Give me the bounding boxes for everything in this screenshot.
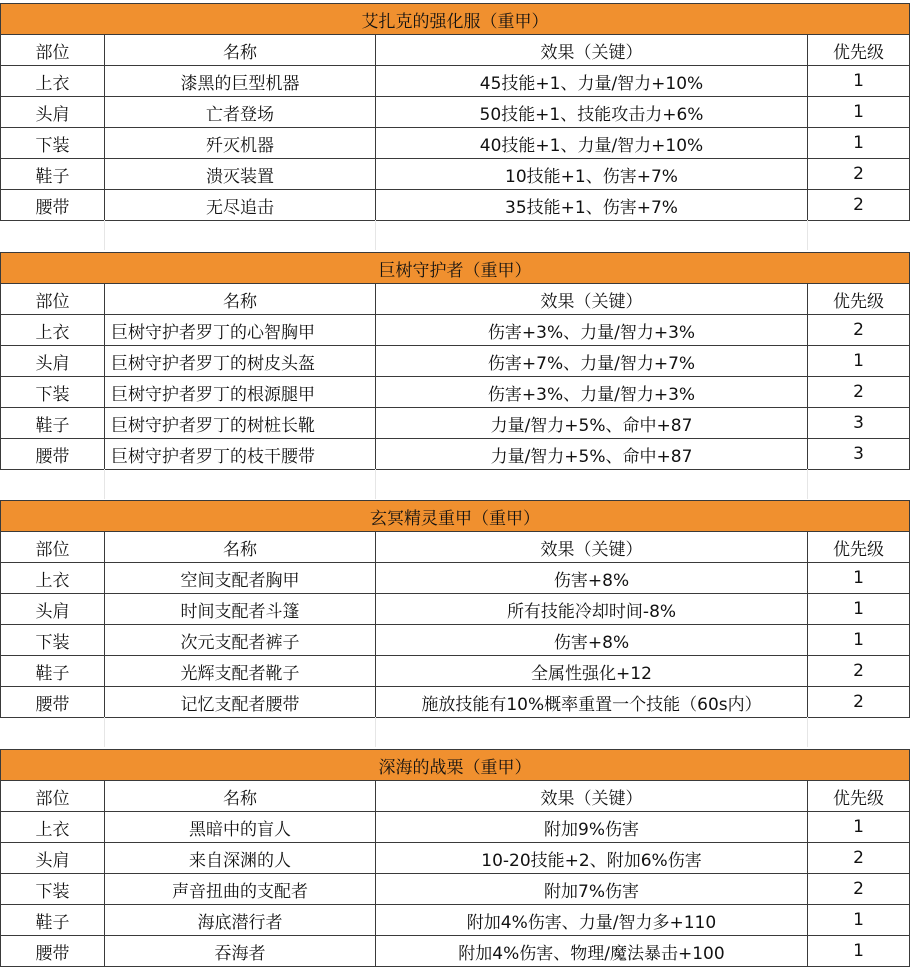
item-name-cell: 光辉支配者靴子 <box>105 656 376 687</box>
item-name-cell: 巨树守护者罗丁的树桩长靴 <box>105 408 376 439</box>
header-priority: 优先级 <box>808 532 910 563</box>
gridline <box>104 220 105 250</box>
priority-cell: 2 <box>808 377 910 408</box>
table-row <box>1 563 910 594</box>
priority-cell: 2 <box>808 874 910 905</box>
table-row <box>1 594 910 625</box>
gridline <box>807 717 808 747</box>
part-cell: 下装 <box>1 874 105 905</box>
effect-cell: 施放技能有10%概率重置一个技能（60s内） <box>376 687 808 718</box>
item-name-cell: 海底潜行者 <box>105 905 376 936</box>
part-cell: 腰带 <box>1 439 105 470</box>
table-row <box>1 625 910 656</box>
set-title: 玄冥精灵重甲（重甲） <box>1 501 910 532</box>
priority-cell: 1 <box>808 625 910 656</box>
set-block <box>0 252 910 470</box>
effect-cell: 伤害+7%、力量/智力+7% <box>376 346 808 377</box>
part-cell: 鞋子 <box>1 408 105 439</box>
item-name-cell: 次元支配者裤子 <box>105 625 376 656</box>
set-block <box>0 749 910 967</box>
priority-cell: 2 <box>808 190 910 221</box>
header-part: 部位 <box>1 781 105 812</box>
effect-cell: 伤害+8% <box>376 563 808 594</box>
table-row <box>1 874 910 905</box>
header-row <box>1 284 910 315</box>
priority-cell: 1 <box>808 66 910 97</box>
set-title-row <box>1 253 910 284</box>
set-title-row <box>1 501 910 532</box>
effect-cell: 35技能+1、伤害+7% <box>376 190 808 221</box>
set-block <box>0 500 910 718</box>
part-cell: 鞋子 <box>1 159 105 190</box>
part-cell: 腰带 <box>1 687 105 718</box>
item-name-cell: 溃灭装置 <box>105 159 376 190</box>
effect-cell: 全属性强化+12 <box>376 656 808 687</box>
part-cell: 鞋子 <box>1 656 105 687</box>
header-row <box>1 781 910 812</box>
priority-cell: 2 <box>808 843 910 874</box>
priority-cell: 1 <box>808 346 910 377</box>
table-row <box>1 190 910 221</box>
header-row <box>1 532 910 563</box>
effect-cell: 附加4%伤害、力量/智力多+110 <box>376 905 808 936</box>
effect-cell: 附加4%伤害、物理/魔法暴击+100 <box>376 936 808 967</box>
priority-cell: 2 <box>808 315 910 346</box>
table-row <box>1 439 910 470</box>
header-name: 名称 <box>105 781 376 812</box>
priority-cell: 1 <box>808 594 910 625</box>
item-name-cell: 时间支配者斗篷 <box>105 594 376 625</box>
effect-cell: 附加7%伤害 <box>376 874 808 905</box>
set-title: 深海的战栗（重甲） <box>1 750 910 781</box>
item-name-cell: 声音扭曲的支配者 <box>105 874 376 905</box>
effect-cell: 伤害+8% <box>376 625 808 656</box>
table-row <box>1 97 910 128</box>
header-part: 部位 <box>1 532 105 563</box>
priority-cell: 1 <box>808 563 910 594</box>
priority-cell: 1 <box>808 97 910 128</box>
part-cell: 头肩 <box>1 346 105 377</box>
set-block <box>0 3 910 221</box>
table-row <box>1 159 910 190</box>
table-row <box>1 656 910 687</box>
header-effect: 效果（关键） <box>376 532 808 563</box>
part-cell: 头肩 <box>1 843 105 874</box>
item-name-cell: 巨树守护者罗丁的枝干腰带 <box>105 439 376 470</box>
header-effect: 效果（关键） <box>376 35 808 66</box>
item-name-cell: 记忆支配者腰带 <box>105 687 376 718</box>
set-title-row <box>1 4 910 35</box>
item-name-cell: 巨树守护者罗丁的树皮头盔 <box>105 346 376 377</box>
part-cell: 下装 <box>1 377 105 408</box>
part-cell: 下装 <box>1 128 105 159</box>
part-cell: 鞋子 <box>1 905 105 936</box>
blank-row-gap <box>0 220 910 250</box>
effect-cell: 伤害+3%、力量/智力+3% <box>376 377 808 408</box>
part-cell: 上衣 <box>1 563 105 594</box>
part-cell: 上衣 <box>1 315 105 346</box>
priority-cell: 2 <box>808 687 910 718</box>
effect-cell: 10-20技能+2、附加6%伤害 <box>376 843 808 874</box>
priority-cell: 1 <box>808 936 910 967</box>
priority-cell: 3 <box>808 439 910 470</box>
part-cell: 下装 <box>1 625 105 656</box>
set-title: 艾扎克的强化服（重甲） <box>1 4 910 35</box>
effect-cell: 45技能+1、力量/智力+10% <box>376 66 808 97</box>
table-row <box>1 66 910 97</box>
header-priority: 优先级 <box>808 781 910 812</box>
effect-cell: 50技能+1、技能攻击力+6% <box>376 97 808 128</box>
gridline <box>807 469 808 499</box>
priority-cell: 1 <box>808 812 910 843</box>
effect-cell: 伤害+3%、力量/智力+3% <box>376 315 808 346</box>
item-name-cell: 巨树守护者罗丁的根源腿甲 <box>105 377 376 408</box>
part-cell: 腰带 <box>1 190 105 221</box>
set-title-row <box>1 750 910 781</box>
item-name-cell: 无尽追击 <box>105 190 376 221</box>
header-effect: 效果（关键） <box>376 284 808 315</box>
part-cell: 腰带 <box>1 936 105 967</box>
table-row <box>1 377 910 408</box>
effect-cell: 附加9%伤害 <box>376 812 808 843</box>
gridline <box>104 469 105 499</box>
header-priority: 优先级 <box>808 35 910 66</box>
gridline <box>375 717 376 747</box>
header-part: 部位 <box>1 284 105 315</box>
effect-cell: 力量/智力+5%、命中+87 <box>376 439 808 470</box>
set-table <box>0 749 910 967</box>
item-name-cell: 来自深渊的人 <box>105 843 376 874</box>
part-cell: 上衣 <box>1 66 105 97</box>
item-name-cell: 巨树守护者罗丁的心智胸甲 <box>105 315 376 346</box>
gridline <box>807 220 808 250</box>
set-title: 巨树守护者（重甲） <box>1 253 910 284</box>
header-effect: 效果（关键） <box>376 781 808 812</box>
table-row <box>1 687 910 718</box>
header-priority: 优先级 <box>808 284 910 315</box>
table-row <box>1 936 910 967</box>
effect-cell: 10技能+1、伤害+7% <box>376 159 808 190</box>
table-row <box>1 905 910 936</box>
table-row <box>1 346 910 377</box>
table-row <box>1 843 910 874</box>
header-part: 部位 <box>1 35 105 66</box>
header-name: 名称 <box>105 532 376 563</box>
table-row <box>1 128 910 159</box>
set-table <box>0 500 910 718</box>
blank-row-gap <box>0 469 910 499</box>
table-row <box>1 812 910 843</box>
set-table <box>0 252 910 470</box>
part-cell: 上衣 <box>1 812 105 843</box>
item-name-cell: 歼灭机器 <box>105 128 376 159</box>
priority-cell: 3 <box>808 408 910 439</box>
part-cell: 头肩 <box>1 97 105 128</box>
part-cell: 头肩 <box>1 594 105 625</box>
priority-cell: 2 <box>808 159 910 190</box>
item-name-cell: 漆黑的巨型机器 <box>105 66 376 97</box>
header-name: 名称 <box>105 35 376 66</box>
effect-cell: 力量/智力+5%、命中+87 <box>376 408 808 439</box>
set-table <box>0 3 910 221</box>
item-name-cell: 亡者登场 <box>105 97 376 128</box>
table-row <box>1 408 910 439</box>
header-row <box>1 35 910 66</box>
priority-cell: 1 <box>808 128 910 159</box>
gridline <box>375 469 376 499</box>
gridline <box>375 220 376 250</box>
item-name-cell: 吞海者 <box>105 936 376 967</box>
priority-cell: 2 <box>808 656 910 687</box>
effect-cell: 40技能+1、力量/智力+10% <box>376 128 808 159</box>
table-row <box>1 315 910 346</box>
blank-row-gap <box>0 717 910 747</box>
item-name-cell: 空间支配者胸甲 <box>105 563 376 594</box>
effect-cell: 所有技能冷却时间-8% <box>376 594 808 625</box>
item-name-cell: 黑暗中的盲人 <box>105 812 376 843</box>
header-name: 名称 <box>105 284 376 315</box>
priority-cell: 1 <box>808 905 910 936</box>
gridline <box>104 717 105 747</box>
